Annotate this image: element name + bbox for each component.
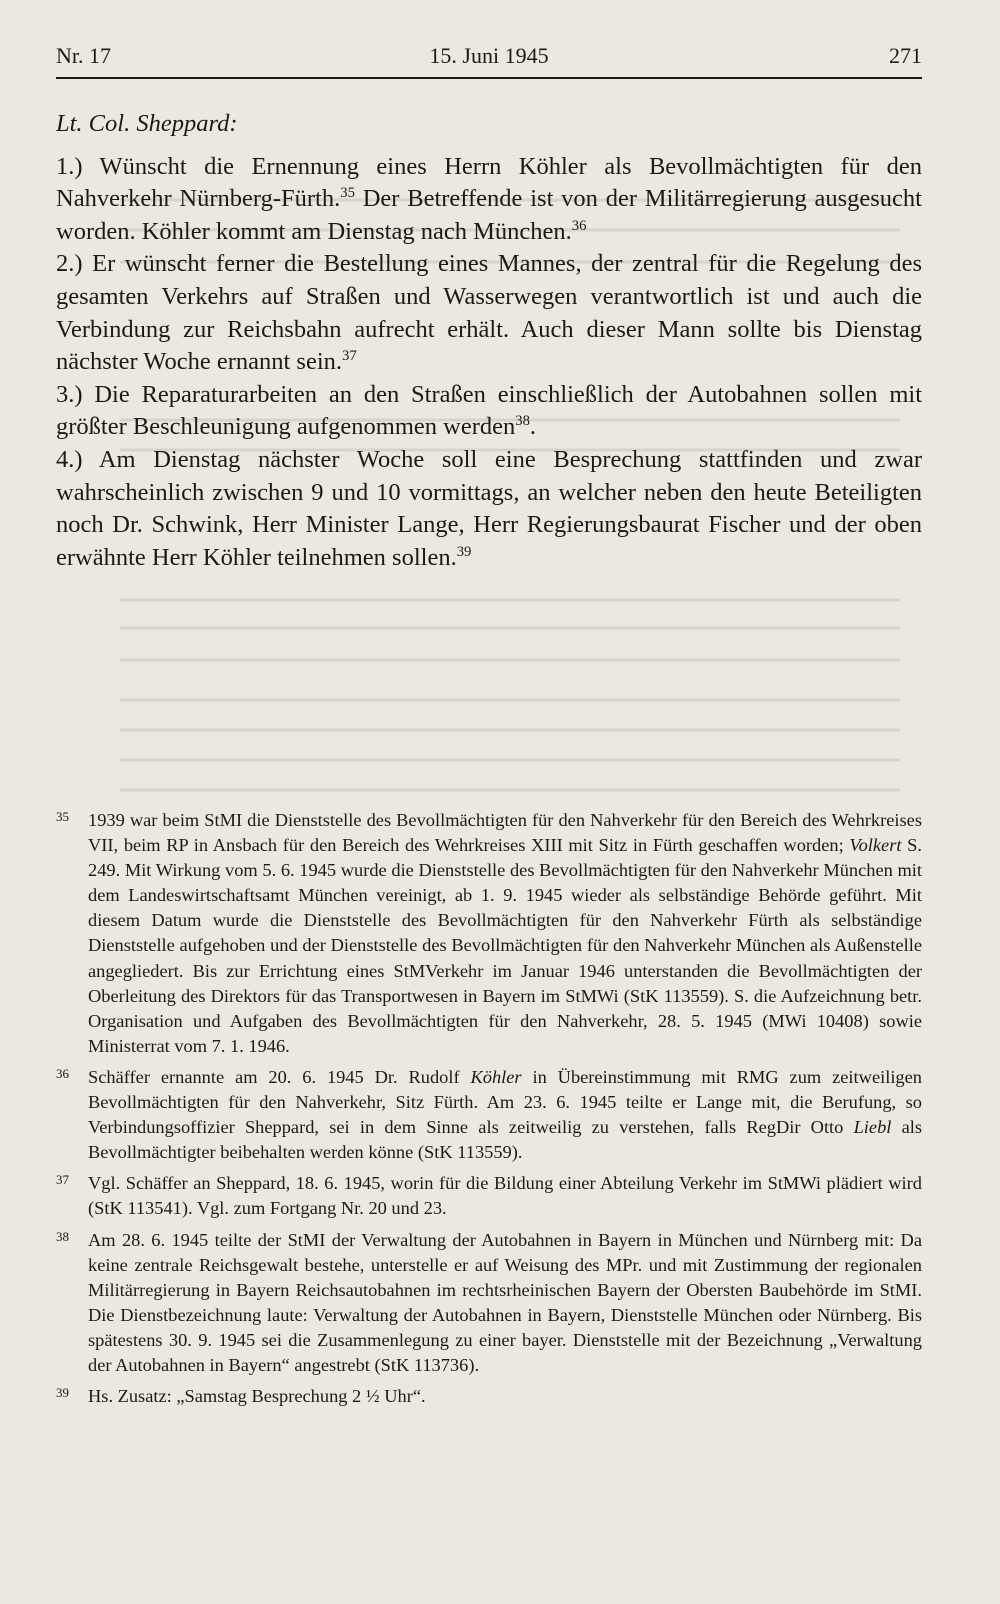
item-text: 1.) Wünscht die Ernennung eines Herrn Köhler als Bevollmächtigten für den Nahverkehr Nürnberg-Fürth. [56,152,922,213]
footnote-ref-36[interactable]: 36 [571,217,587,234]
item-text: 4.) Am Dienstag nächster Woche soll eine Besprechung stattfinden und zwar wahrscheinlich zwischen 9 und 10 vormittags, an welcher neben den heute Beteiligten noch Dr. Schwink, Herr Minister Lange, Herr Regierungsbaurat Fischer und der oben erwähnte Herr Köhler teilnehmen sollen. [56,445,922,571]
footnote-39 [56,1384,922,1409]
footnote-ref-39[interactable]: 39 [456,543,472,560]
footnote-35 [56,808,922,1059]
item-text: . [529,413,537,441]
page-number: 271 [889,43,922,68]
footnote-number: 38 [56,1228,69,1244]
footnote-ref-38[interactable]: 38 [515,413,530,430]
footnote-number: 39 [56,1385,69,1401]
item-text: Der Betreffende ist von der Militärregierung ausgesucht worden. Köhler kommt am Dienstag nach München. [56,185,922,245]
footnote-italic-text: Köhler [470,1066,522,1087]
footnote-text: Hs. Zusatz: „Samstag Besprechung 2 ½ Uhr“. [88,1386,426,1407]
footnote-37 [56,1171,922,1221]
footnote-text: Schäffer ernannte am 20. 6. 1945 Dr. Rudolf [88,1066,471,1087]
footnote-number: 35 [56,809,69,824]
item-text: 2.) Er wünscht ferner die Bestellung eines Mannes, der zentral für die Regelung des gesamten Verkehrs auf Straßen und Wasserwegen verantwortlich ist und auch die Verbindung zur Reichsbahn aufrecht erhält. Auch dieser Mann sollte bis Dienstag nächster Woche ernannt sein. [56,250,922,376]
footnote-text: Am 28. 6. 1945 teilte der StMI der Verwaltung der Autobahnen in Bayern in München und Nürnberg mit: Da keine zentrale Reichsgewalt bestehe, unterstelle er auf Weisung des MPr. und mit Zustimmung der regionalen Militärregierung in Bayern Reichsautobahnen im rechtsrheinischen Bayern der Obersten Baubehörde im StMI. Die Dienstbezeichnung laute: Verwaltung der Autobahnen in Bayern, Dienststelle München oder Nürnberg. Bis spätestens 30. 9. 1945 sei die Zusammenlegung zu einer bayer. Dienststelle mit der Bezeichnung „Verwaltung der Autobahnen in Bayern“ angestrebt (StK 113736). [88,1229,922,1375]
footnote-38 [56,1228,922,1379]
footnote-italic-text: Liebl [853,1117,892,1138]
item-text: 3.) Die Reparaturarbeiten an den Straßen einschließlich der Autobahnen sollen mit größter Beschleunigung aufgenommen werden [56,380,922,441]
document-number: Nr. 17 [56,43,111,68]
speaker-label: Lt. Col. Sheppard: [56,110,238,137]
footnote-italic-text: Volkert [849,835,902,856]
footnote-text: S. 249. Mit Wirkung vom 5. 6. 1945 wurde die Dienststelle des Bevollmächtigten für den Nahverkehr München mit dem Landeswirtschaftsamt München vereinigt, ab 1. 9. 1945 wieder als selbständige Behörde geführt. Mit diesem Datum wurde die Dienststelle des Bevollmächtigten für den Nahverkehr Fürth als selbständige Dienststelle aufgehoben und der Dienststelle des Bevollmächtigten für den Nahverkehr München als Außenstelle angegliedert. Bis zur Errichtung eines StMVerkehr im Januar 1946 unterstanden die Bevollmächtigten der Oberleitung des Direktors für das Transportwesen in Bayern im StMWi (StK 113559). S. die Aufzeichnung betr. Organisation und Aufgaben des Bevollmächtigten für den Nahverkehr, 28. 5. 1945 (MWi 10408) sowie Ministerrat vom 7. 1. 1946. [88,835,922,1056]
body-item-2 [56,248,922,378]
footnote-text: 1939 war beim StMI die Dienststelle des Bevollmächtigten für den Nahverkehr für den Bereich des Wehrkreises VII, beim RP in Ansbach für den Bereich des Wehrkreises XIII mit Sitz in Fürth geschaffen worden; [88,810,922,856]
body-item-1 [56,151,922,249]
footnote-text: Vgl. Schäffer an Sheppard, 18. 6. 1945, worin für die Bildung einer Abteilung Verkehr im StMWi plädiert wird (StK 113541). Vgl. zum Fortgang Nr. 20 und 23. [88,1173,922,1219]
footnote-ref-35[interactable]: 35 [340,185,355,202]
body-item-4 [56,444,922,574]
page-header [56,40,922,72]
footnote-text: in Übereinstimmung mit RMG zum zeitweiligen Bevollmächtigten für den Nahverkehr, Sitz Fürth. Am 23. 6. 1945 teilte er Lange mit, die Berufung, so Verbindungsoffizier Sheppard, sei in dem Sinne als zeitweilig zu verstehen, falls RegDir Otto [88,1066,922,1138]
footnotes-section [56,808,922,1415]
main-text [56,108,922,574]
footnote-number: 37 [56,1172,69,1188]
header-date: 15. Juni 1945 [429,43,549,68]
footnote-36 [56,1065,922,1165]
footnote-ref-37[interactable]: 37 [342,348,357,364]
footnote-number: 36 [56,1065,69,1081]
header-rule [56,77,922,79]
footnote-text: als Bevollmächtigter beibehalten werden könne (StK 113559). [88,1117,923,1163]
body-item-3 [56,379,922,444]
